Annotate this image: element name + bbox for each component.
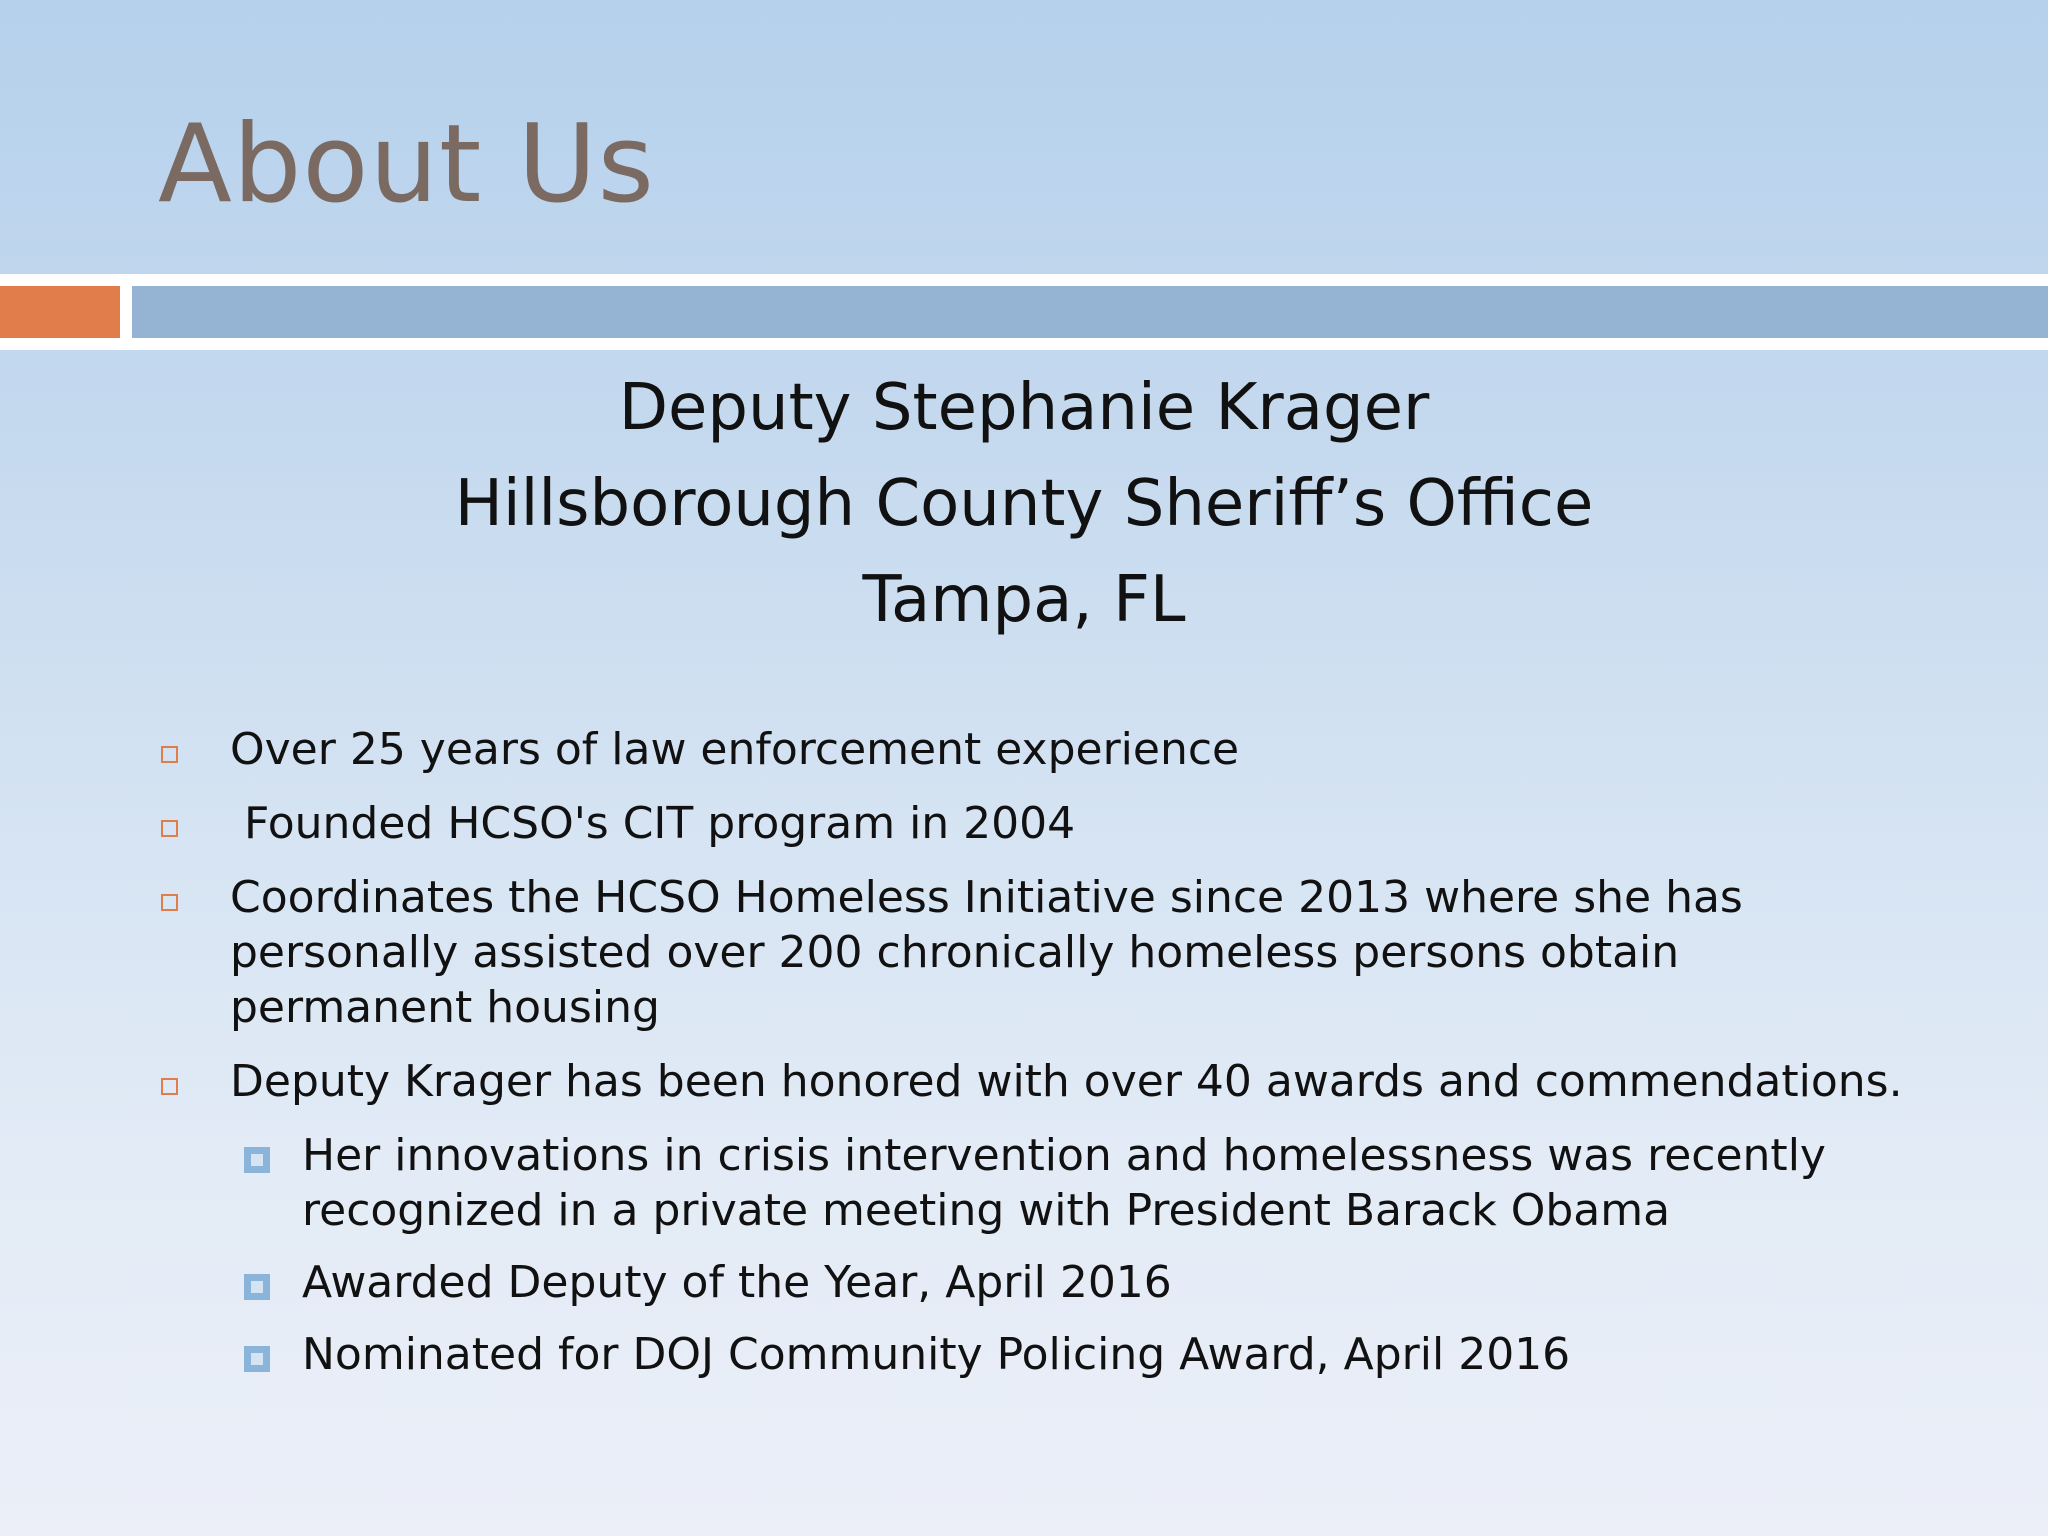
- speaker-name: Deputy Stephanie Krager: [618, 371, 1430, 445]
- bullet-list: [0, 722, 2048, 1399]
- bullet-item: [0, 796, 2048, 851]
- sub-bullet-text: Awarded Deputy of the Year, April 2016: [302, 1257, 1172, 1308]
- title-divider-bar: [132, 286, 2048, 338]
- bullet-item: [0, 722, 2048, 777]
- bullet-text-line: personally assisted over 200 chronically homeless persons obtain: [230, 927, 1680, 978]
- hollow-square-bullet-icon: [161, 894, 178, 911]
- sub-bullet-item: [0, 1128, 2048, 1238]
- sub-bullet-text-line: Her innovations in crisis intervention and homelessness was recently: [302, 1130, 1826, 1181]
- hollow-square-bullet-icon: [161, 820, 178, 837]
- bullet-item: [0, 1054, 2048, 1109]
- bullet-text: Deputy Krager has been honored with over 40 awards and commendations.: [230, 1056, 1903, 1107]
- sub-bullet-item: [0, 1327, 2048, 1382]
- hollow-square-bullet-icon: [161, 746, 178, 763]
- sub-bullet-text-line: recognized in a private meeting with President Barack Obama: [302, 1185, 1671, 1236]
- filled-square-bullet-icon: [244, 1147, 270, 1173]
- bullet-text: Over 25 years of law enforcement experience: [230, 724, 1240, 775]
- bullet-text-line: permanent housing: [230, 982, 660, 1033]
- bullet-text: Founded HCSO's CIT program in 2004: [230, 798, 1076, 849]
- filled-square-bullet-icon: [244, 1274, 270, 1300]
- title-divider-accent: [0, 286, 120, 338]
- hollow-square-bullet-icon: [161, 1078, 178, 1095]
- sub-bullet-text: Nominated for DOJ Community Policing Award, April 2016: [302, 1329, 1571, 1380]
- sub-bullet-item: [0, 1255, 2048, 1310]
- speaker-location: Tampa, FL: [862, 563, 1186, 637]
- bullet-item: [0, 870, 2048, 1035]
- bullet-text-line: Coordinates the HCSO Homeless Initiative since 2013 where she has: [230, 872, 1743, 923]
- speaker-organization: Hillsborough County Sheriff’s Office: [454, 467, 1594, 541]
- speaker-header: [0, 360, 2048, 648]
- slide-title: About Us: [158, 102, 655, 227]
- filled-square-bullet-icon: [244, 1346, 270, 1372]
